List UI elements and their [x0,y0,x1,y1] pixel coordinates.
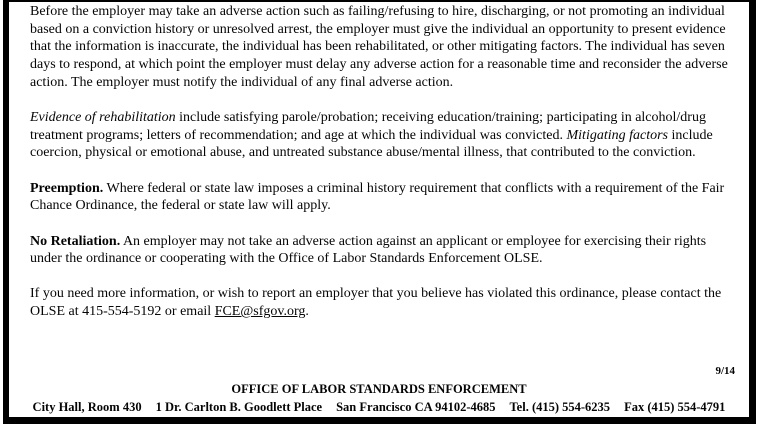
footer-fax: Fax (415) 554-4791 [624,400,726,414]
paragraph-contact [30,285,734,320]
document-page [3,0,756,424]
mitigating-factors-text: include coercion, physical or emotional abuse, and untreated substance abuse/mental illness, that contributed to the conviction. [30,127,713,161]
page-number: 9/14 [715,365,735,377]
footer-address-street: 1 Dr. Carlton B. Goodlett Place [155,400,323,414]
paragraph-adverse-action-text: Before the employer may take an adverse action such as failing/refusing to hire, discharging, or not promoting an individual based on a conviction history or unresolved arrest, the employer must give the individual an opportunity to present evidence that the information is inaccurate, the individual has been rehabilitated, or other mitigating factors. The individual has seven days to respond, at which point the employer must delay any adverse action for a reasonable time and reconsider the adverse action. The employer must notify the individual of any final adverse action. [30,4,728,90]
email-link[interactable]: FCE@sfgov.org [214,304,306,320]
preemption-text: Where federal or state law imposes a criminal history requirement that conflicts with a requirement of the Fair Chance Ordinance, the federal or state law will apply. [30,180,725,214]
no-retaliation-heading: No Retaliation. [30,233,121,249]
mitigating-factors-italic: Mitigating factors [566,127,668,143]
footer-address-line [9,400,749,415]
rehabilitation-text: include satisfying parole/probation; receiving education/training; participating in alcohol/drug treatment programs; letters of recommendation; and age at which the individual was convicted. [30,110,706,143]
paragraph-preemption [30,180,734,215]
evidence-of-rehabilitation-italic: Evidence of rehabilitation [30,110,176,126]
footer-telephone: Tel. (415) 554-6235 [509,400,611,414]
paragraph-adverse-action [30,3,734,92]
page-footer [9,365,749,417]
no-retaliation-text: An employer may not take an adverse action against an applicant or employee for exercising their rights under the ordinance or cooperating with the Office of Labor Standards Enforcement OLSE. [30,233,707,267]
footer-address-city: San Francisco CA 94102-4685 [336,400,496,414]
document-body [9,2,749,321]
paragraph-no-retaliation [30,233,734,268]
contact-text: If you need more information, or wish to report an employer that you believe has violated this ordinance, please contact the OLSE at 415-554-5192 or email [30,286,722,320]
contact-text-end: . [305,304,309,320]
preemption-heading: Preemption. [30,180,104,196]
paragraph-rehabilitation [30,109,734,162]
footer-office-name: OFFICE OF LABOR STANDARDS ENFORCEMENT [231,382,527,396]
footer-address-room: City Hall, Room 430 [32,400,142,414]
